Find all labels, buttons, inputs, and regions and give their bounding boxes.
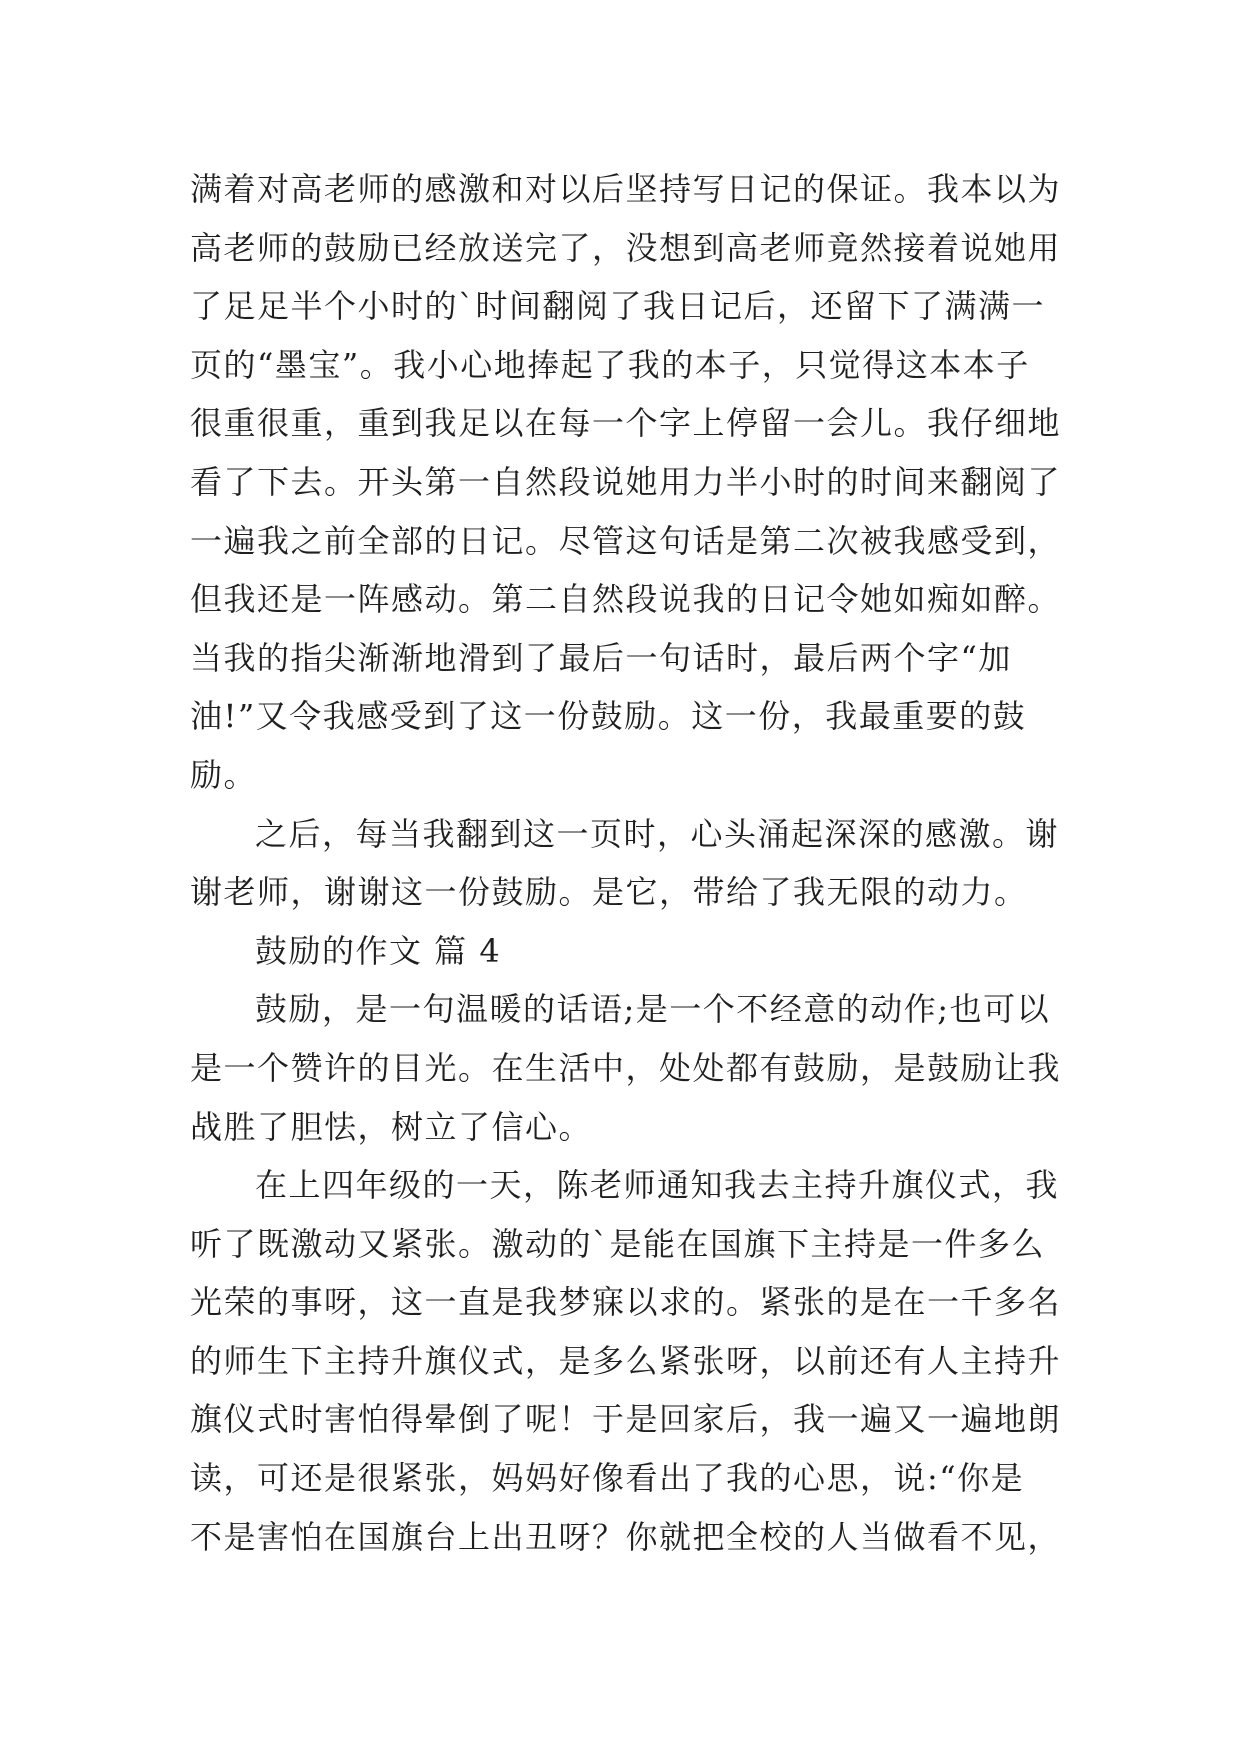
- text-line: 不是害怕在国旗台上出丑呀？你就把全校的人当做看不见，: [190, 1517, 1062, 1556]
- text-line: 的师生下主持升旗仪式，是多么紧张呀，以前还有人主持升: [190, 1341, 1062, 1380]
- text-line: 页的“墨宝”。我小心地捧起了我的本子，只觉得这本本子: [190, 345, 1030, 384]
- text-line: 旗仪式时害怕得晕倒了呢！于是回家后，我一遍又一遍地朗: [190, 1400, 1062, 1439]
- paragraph-start-line: 在上四年级的一天，陈老师通知我去主持升旗仪式，我: [255, 1166, 1060, 1205]
- text-line: 是一个赞许的目光。在生活中，处处都有鼓励，是鼓励让我: [190, 1048, 1062, 1087]
- text-line: 当我的指尖渐渐地滑到了最后一句话时，最后两个字“加: [190, 638, 1012, 677]
- text-line: 一遍我之前全部的日记。尽管这句话是第二次被我感受到，: [190, 521, 1062, 560]
- text-line: 很重很重，重到我足以在每一个字上停留一会儿。我仔细地: [190, 404, 1062, 443]
- paragraph-start-line: 之后，每当我翻到这一页时，心头涌起深深的感激。谢: [255, 814, 1060, 853]
- text-line: 满着对高老师的感激和对以后坚持写日记的保证。我本以为: [190, 170, 1062, 208]
- text-line: 看了下去。开头第一自然段说她用力半小时的时间来翻阅了: [190, 462, 1062, 501]
- document-body: [190, 160, 1090, 1566]
- text-line: 听了既激动又紧张。激动的`是能在国旗下主持是一件多么: [190, 1224, 1046, 1263]
- text-line: 光荣的事呀，这一直是我梦寐以求的。紧张的是在一千多名: [190, 1283, 1062, 1322]
- text-line: 但我还是一阵感动。第二自然段说我的日记令她如痴如醉。: [190, 580, 1062, 619]
- text-line: 战胜了胆怯，树立了信心。: [190, 1107, 593, 1146]
- text-line: 油!”又令我感受到了这一份鼓励。这一份，我最重要的鼓: [190, 697, 1027, 736]
- text-line: 谢老师，谢谢这一份鼓励。是它，带给了我无限的动力。: [190, 873, 1028, 912]
- paragraph-start-line: 鼓励，是一句温暖的话语;是一个不经意的动作;也可以: [255, 990, 1051, 1029]
- text-line: 励。: [190, 755, 258, 794]
- text-line: 了足足半个小时的`时间翻阅了我日记后，还留下了满满一: [190, 287, 1046, 326]
- text-line: 读，可还是很紧张，妈妈好像看出了我的心思，说:“你是: [190, 1459, 1025, 1498]
- text-line: 高老师的鼓励已经放送完了，没想到高老师竟然接着说她用: [190, 228, 1062, 267]
- section-heading: 鼓励的作文 篇 4: [255, 931, 502, 970]
